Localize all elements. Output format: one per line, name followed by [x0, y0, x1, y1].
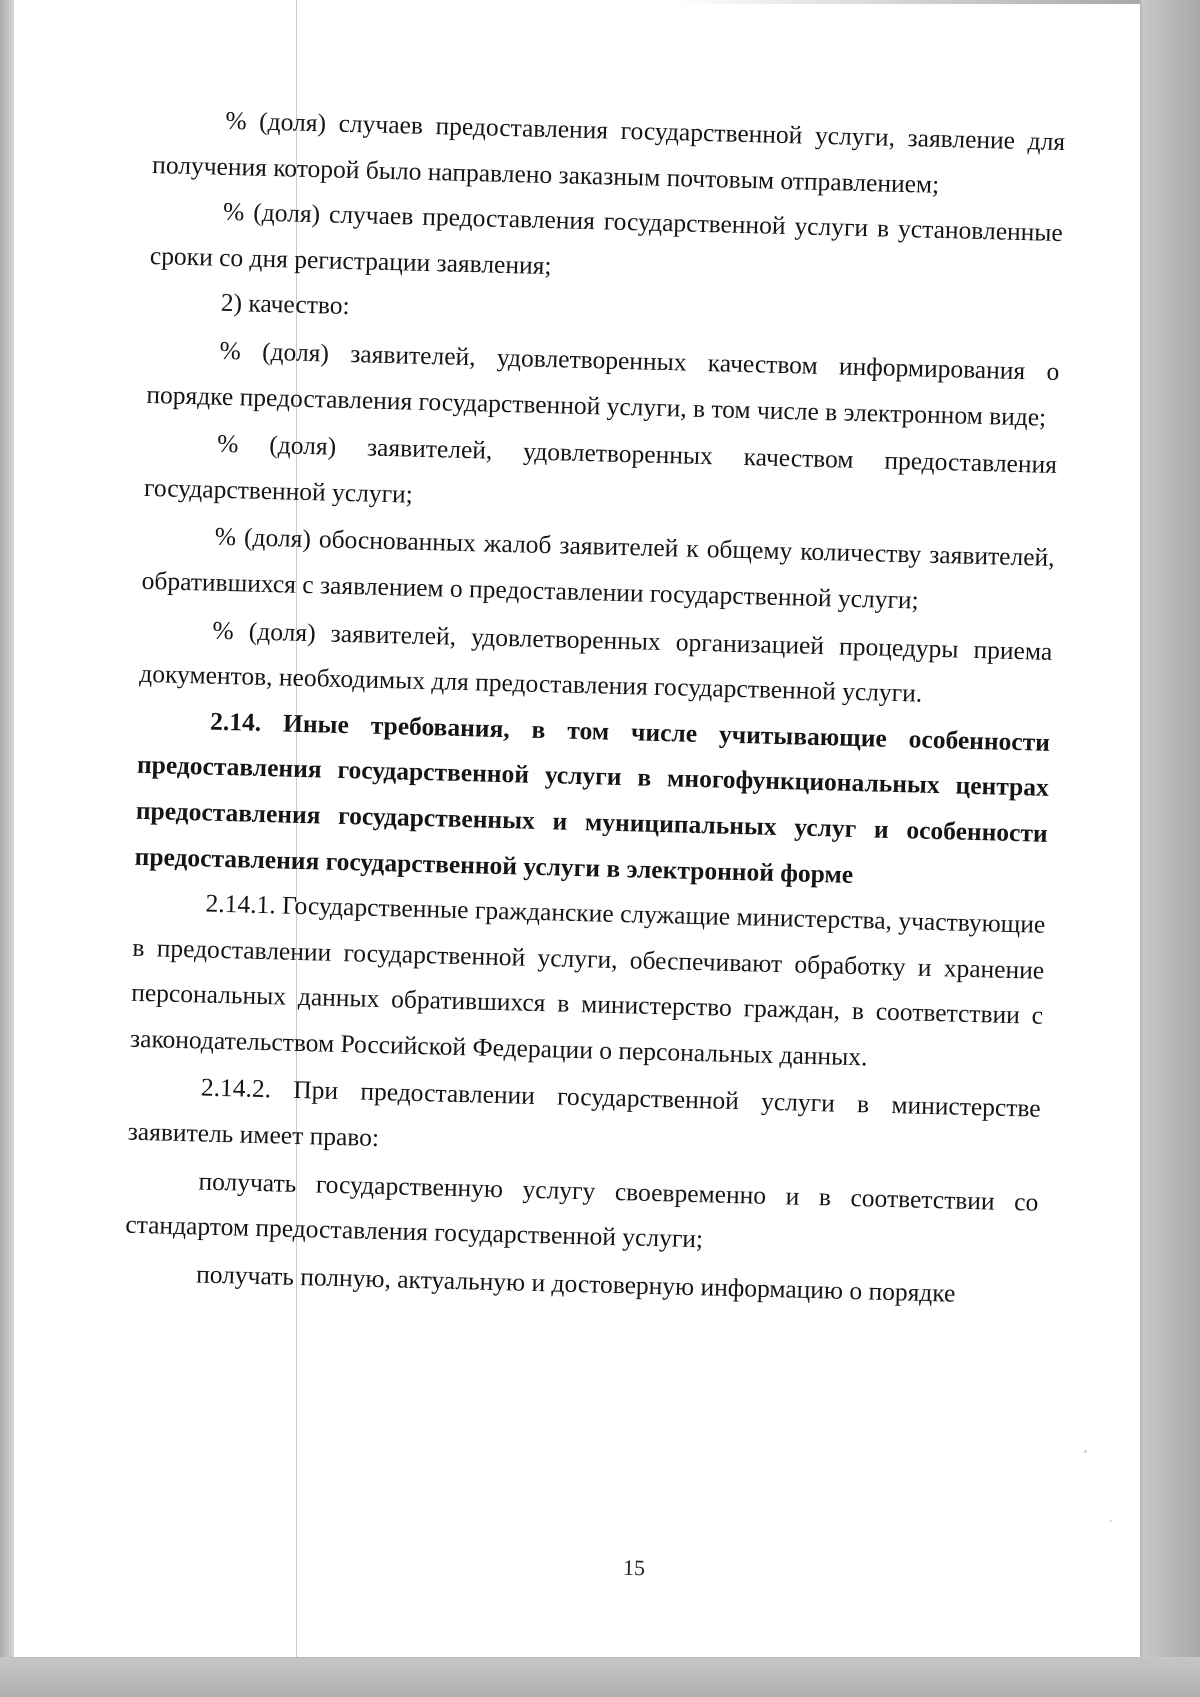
paragraph-complaints-share: % (доля) обоснованных жалоб заявителей к общему количеству заявителей, обратившихся с заявлением о предоставлении государственной услуги;: [141, 522, 1055, 615]
page-body: [124, 96, 1066, 1318]
scan-left-border: [0, 0, 14, 1697]
paragraph-service-satisfaction: % (доля) заявителей, удовлетворенных качеством предоставления государственной услуги;: [143, 428, 1058, 509]
paragraph-right-timely-service: получать государственную услугу своевременно и в соответствии со стандартом предоставления государственной услуги;: [125, 1166, 1039, 1254]
paragraph-2-14-1: 2.14.1. Государственные гражданские служащие министерства, участвующие в предоставлении государственной услуги, обеспечивают обработку и хранение персональных данных обратившихся в министерство граждан, в соответствии с законодательством Российской Федерации о персональных данных.: [129, 888, 1046, 1072]
scan-speck: [1084, 1450, 1087, 1453]
paragraph-right-information: получать полную, актуальную и достоверную информацию о порядке: [195, 1259, 956, 1308]
scan-right-border: [1140, 0, 1200, 1697]
paragraph-quality-label: 2) качество:: [220, 288, 350, 321]
paragraph-informing-satisfaction: % (доля) заявителей, удовлетворенных качеством информирования о порядке предоставления государственной услуги, в том числе в электронном виде;: [146, 335, 1060, 432]
scan-bottom-border: [0, 1657, 1200, 1697]
section-heading: 2.14. Иные требования, в том числе учитывающие особенности предоставления государственной услуги в многофункциональных центрах предоставления государственных и муниципальных услуг и особенности предоставления государственной услуги в электронной форме: [134, 706, 1051, 889]
page-number: 15: [622, 1554, 646, 1581]
paragraph-on-time-share: % (доля) случаев предоставления государственной услуги в установленные сроки со дня регистрации заявления;: [149, 196, 1064, 280]
scan-top-edge: [14, 0, 1140, 4]
paragraph-2-14-2: 2.14.2. При предоставлении государственной услуги в министерстве заявитель имеет право:: [127, 1072, 1042, 1153]
paragraph-registered-mail-share: % (доля) случаев предоставления государственной услуги, заявление для получения которой было направлено заказным почтовым отправлением;: [151, 105, 1066, 199]
document-page: [14, 0, 1140, 1657]
scan-speck: [1110, 1520, 1112, 1522]
paragraph-reception-satisfaction: % (доля) заявителей, удовлетворенных организацией процедуры приема документов, необходимых для предоставления государственной услуги.: [139, 615, 1053, 708]
